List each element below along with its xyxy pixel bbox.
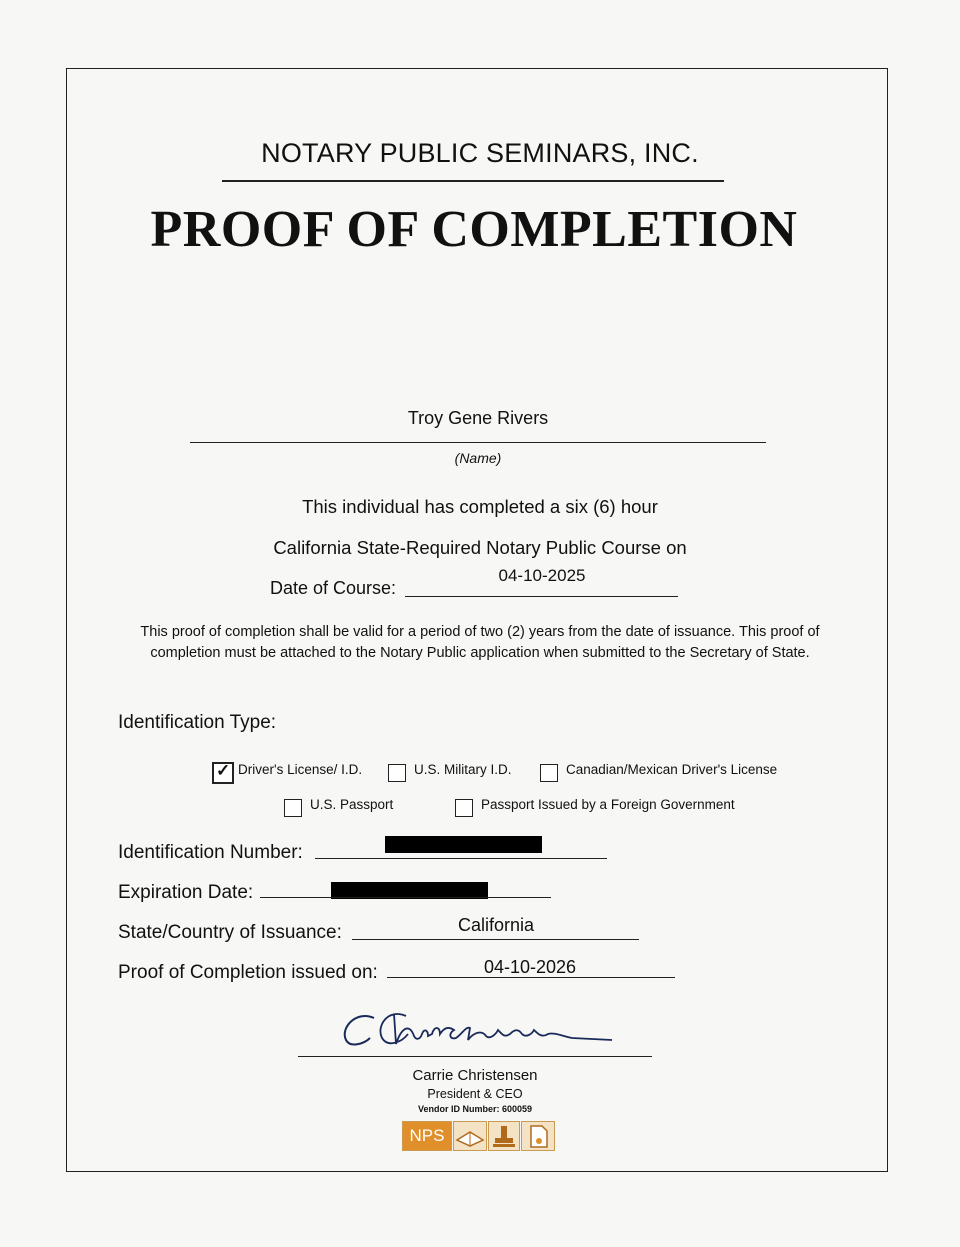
signature-line <box>298 1056 652 1057</box>
state-country-value: California <box>457 915 535 935</box>
identification-type-heading: Identification Type: <box>118 712 277 733</box>
validity-notice-line2: completion must be attached to the Notary Public application when submitted to the Secretary of State. <box>150 645 810 661</box>
signature-image <box>336 1004 616 1054</box>
state-country-label: State/Country of Issuance: <box>118 922 342 943</box>
issued-on-line <box>387 977 675 978</box>
completion-statement-line1: This individual has completed a six (6) hour <box>302 496 658 517</box>
name-caption: (Name) <box>454 450 502 466</box>
certificate-title: PROOF OF COMPLETION <box>150 201 798 258</box>
id-option-military-label: U.S. Military I.D. <box>414 762 512 777</box>
course-date-value: 04-10-2025 <box>498 566 586 585</box>
expiration-date-line <box>260 897 551 898</box>
document-icon <box>521 1121 555 1151</box>
id-number-redaction <box>385 836 542 853</box>
issued-on-label: Proof of Completion issued on: <box>118 962 378 983</box>
id-option-military-checkbox[interactable] <box>388 764 406 782</box>
course-date-line <box>405 596 678 597</box>
id-option-canadian-mexican-label: Canadian/Mexican Driver's License <box>566 762 778 777</box>
nps-logo: NPS <box>402 1121 452 1151</box>
vendor-id: Vendor ID Number: 600059 <box>417 1104 533 1114</box>
id-option-drivers-license-checkbox[interactable] <box>212 762 234 784</box>
company-underline <box>222 180 724 182</box>
name-line <box>190 442 766 443</box>
id-option-drivers-license-label: Driver's License/ I.D. <box>238 762 363 777</box>
checkmark-icon: ✓ <box>216 761 231 780</box>
signer-title: President & CEO <box>427 1087 523 1101</box>
recipient-name: Troy Gene Rivers <box>407 408 549 428</box>
stamp-icon <box>488 1121 520 1151</box>
state-country-line <box>352 939 639 940</box>
id-option-foreign-passport-checkbox[interactable] <box>455 799 473 817</box>
validity-notice-line1: This proof of completion shall be valid for a period of two (2) years from the date of issuance. This proof of <box>140 624 820 640</box>
validity-notice <box>110 622 850 664</box>
issued-on-value: 04-10-2026 <box>483 957 577 977</box>
book-icon <box>453 1121 487 1151</box>
company-name: NOTARY PUBLIC SEMINARS, INC. <box>261 138 699 168</box>
id-number-line <box>315 858 607 859</box>
id-option-foreign-passport-label: Passport Issued by a Foreign Government <box>481 797 735 812</box>
id-option-canadian-mexican-checkbox[interactable] <box>540 764 558 782</box>
signer-name: Carrie Christensen <box>412 1067 538 1084</box>
expiration-date-label: Expiration Date: <box>118 882 254 903</box>
completion-statement-line2: California State-Required Notary Public Course on <box>273 537 687 558</box>
course-date-label: Date of Course: <box>270 578 397 598</box>
id-option-us-passport-label: U.S. Passport <box>310 797 394 812</box>
id-option-us-passport-checkbox[interactable] <box>284 799 302 817</box>
id-number-label: Identification Number: <box>118 842 303 863</box>
